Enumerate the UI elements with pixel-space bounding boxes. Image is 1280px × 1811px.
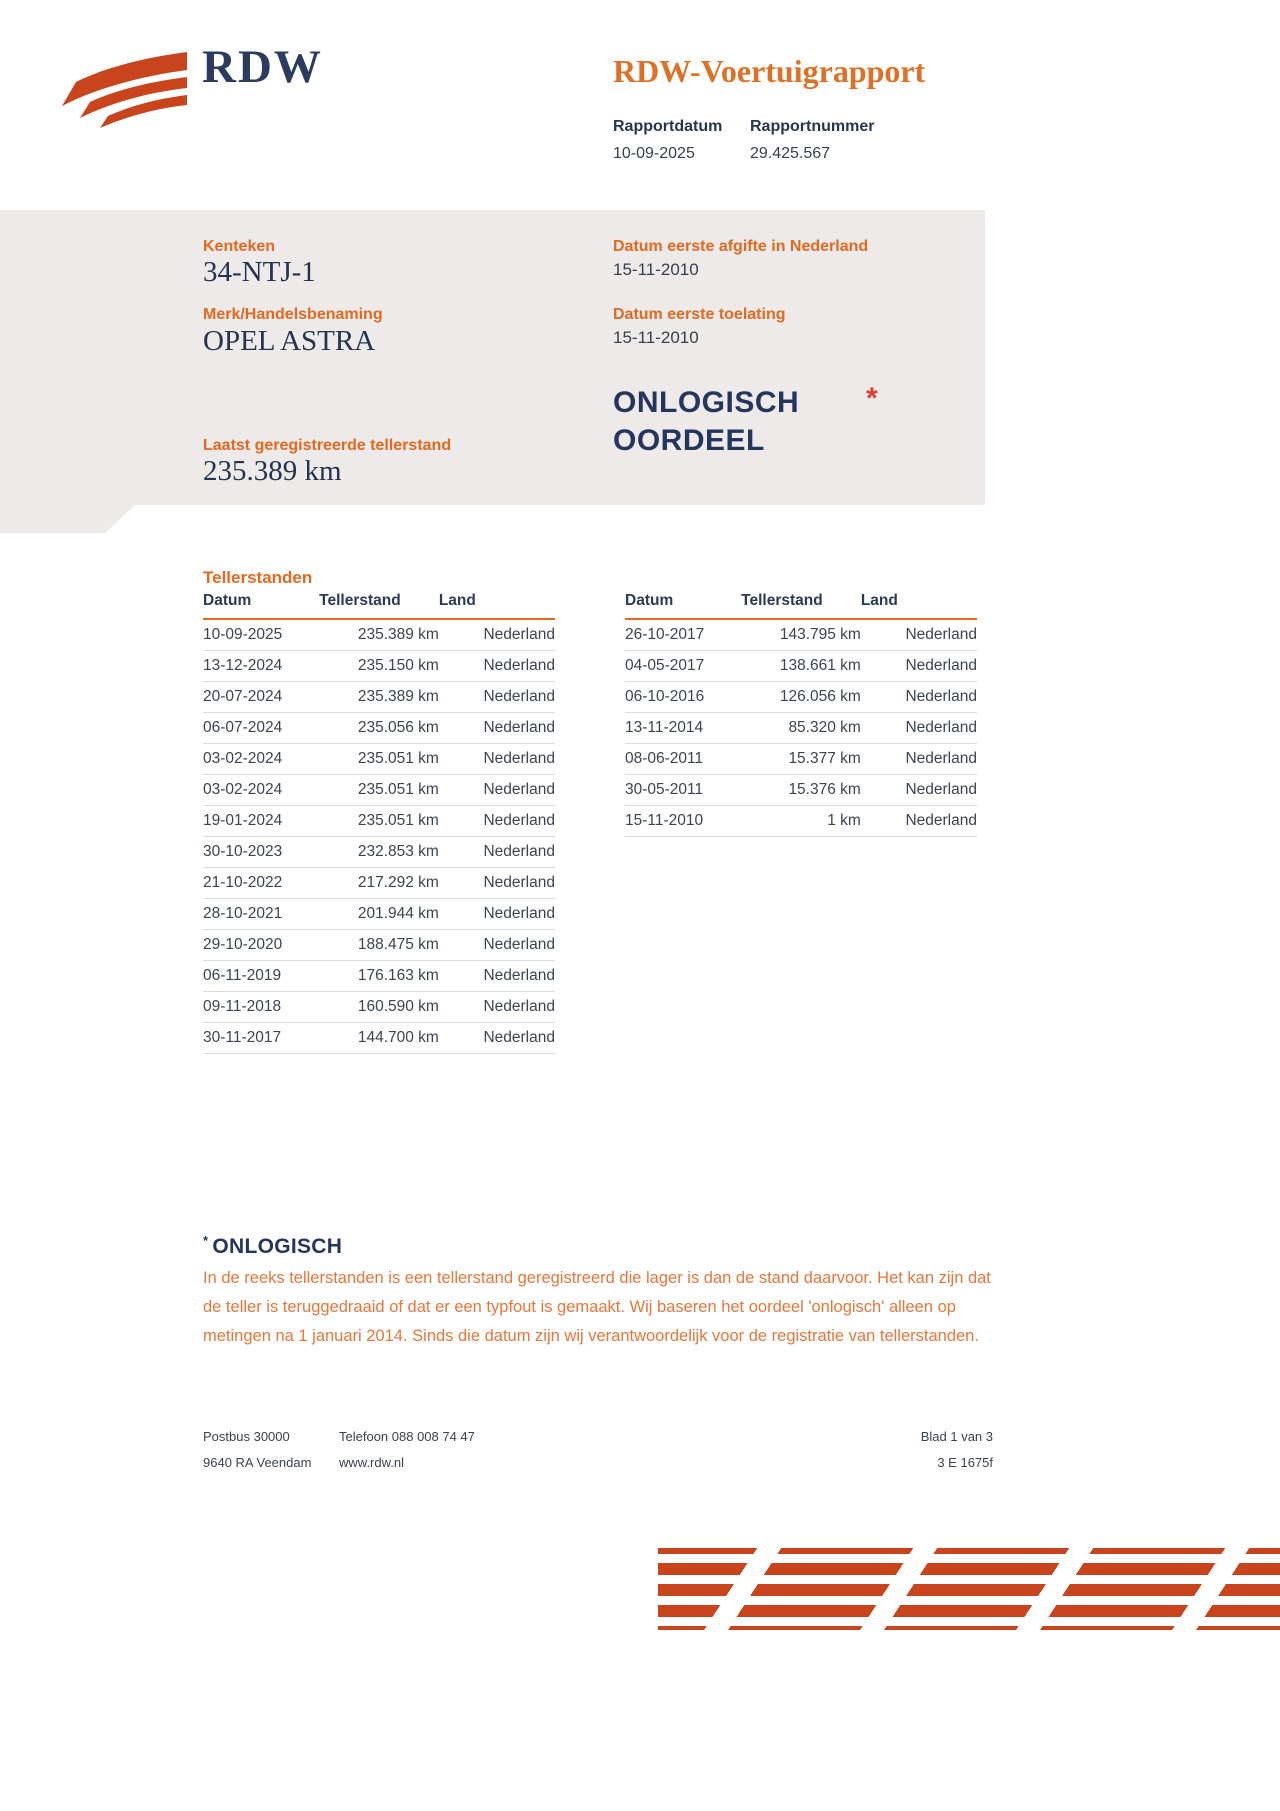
cell-datum: 29-10-2020	[203, 930, 319, 961]
rdw-logo-text: RDW	[202, 41, 323, 93]
rdw-logo-flag-icon	[56, 50, 188, 130]
oordeel-line1: ONLOGISCH	[613, 386, 800, 419]
column-header-tellerstand: Tellerstand	[741, 592, 861, 619]
cell-tellerstand: 176.163 km	[319, 961, 439, 992]
cell-datum: 26-10-2017	[625, 619, 741, 651]
cell-tellerstand: 144.700 km	[319, 1023, 439, 1054]
cell-land: Nederland	[439, 775, 555, 806]
table-row	[625, 619, 977, 651]
cell-tellerstand: 235.051 km	[319, 775, 439, 806]
cell-land: Nederland	[861, 806, 977, 837]
report-date-value: 10-09-2025	[613, 145, 695, 162]
footnote-title	[203, 1233, 342, 1259]
table-row	[203, 682, 555, 713]
oordeel-asterisk-marker: *	[866, 382, 878, 415]
cell-datum: 28-10-2021	[203, 899, 319, 930]
footer-address-line2: 9640 RA Veendam	[203, 1455, 312, 1470]
cell-tellerstand: 160.590 km	[319, 992, 439, 1023]
table-row	[625, 713, 977, 744]
table-header-row	[625, 592, 977, 619]
cell-datum: 30-05-2011	[625, 775, 741, 806]
footer-phone: Telefoon 088 008 74 47	[339, 1429, 475, 1444]
cell-land: Nederland	[439, 930, 555, 961]
laatste-tellerstand-value: 235.389 km	[203, 455, 342, 487]
cell-tellerstand: 235.051 km	[319, 744, 439, 775]
table-row	[203, 930, 555, 961]
cell-datum: 30-10-2023	[203, 837, 319, 868]
kenteken-value: 34-NTJ-1	[203, 256, 316, 288]
eerste-toelating-label: Datum eerste toelating	[613, 306, 786, 323]
cell-land: Nederland	[861, 713, 977, 744]
column-header-datum: Datum	[625, 592, 741, 619]
cell-datum: 30-11-2017	[203, 1023, 319, 1054]
tellerstanden-table-right	[625, 592, 977, 837]
cell-tellerstand: 15.376 km	[741, 775, 861, 806]
cell-tellerstand: 126.056 km	[741, 682, 861, 713]
table-row	[203, 961, 555, 992]
cell-datum: 06-10-2016	[625, 682, 741, 713]
column-header-land: Land	[861, 592, 977, 619]
cell-tellerstand: 235.150 km	[319, 651, 439, 682]
cell-datum: 21-10-2022	[203, 868, 319, 899]
footer-contact	[339, 1424, 475, 1476]
cell-datum: 09-11-2018	[203, 992, 319, 1023]
report-number-label: Rapportnummer	[750, 118, 875, 135]
table-row	[203, 744, 555, 775]
rdw-logo-stripes	[62, 52, 187, 128]
footer-website: www.rdw.nl	[339, 1455, 405, 1470]
column-header-datum: Datum	[203, 592, 319, 619]
table-row	[203, 868, 555, 899]
eerste-afgifte-value: 15-11-2010	[613, 260, 699, 279]
cell-tellerstand: 188.475 km	[319, 930, 439, 961]
cell-datum: 10-09-2025	[203, 619, 319, 651]
oordeel-line2: OORDEEL	[613, 424, 765, 457]
cell-datum: 04-05-2017	[625, 651, 741, 682]
rdw-stripe-motif-graphic	[658, 1548, 1280, 1630]
cell-land: Nederland	[861, 619, 977, 651]
cell-land: Nederland	[439, 806, 555, 837]
table-row	[625, 744, 977, 775]
report-title: RDW-Voertuigrapport	[613, 53, 926, 89]
cell-datum: 20-07-2024	[203, 682, 319, 713]
cell-tellerstand: 235.389 km	[319, 619, 439, 651]
cell-datum: 15-11-2010	[625, 806, 741, 837]
cell-land: Nederland	[439, 682, 555, 713]
footer-address	[203, 1424, 311, 1476]
cell-datum: 19-01-2024	[203, 806, 319, 837]
table-row	[203, 837, 555, 868]
merk-value: OPEL ASTRA	[203, 325, 376, 357]
cell-datum: 13-12-2024	[203, 651, 319, 682]
footer-form-code: 3 E 1675f	[937, 1455, 993, 1470]
cell-land: Nederland	[439, 899, 555, 930]
laatste-tellerstand-label: Laatst geregistreerde tellerstand	[203, 437, 452, 454]
cell-land: Nederland	[439, 961, 555, 992]
report-date-label: Rapportdatum	[613, 118, 723, 135]
table-row	[203, 651, 555, 682]
column-header-tellerstand: Tellerstand	[319, 592, 439, 619]
report-number-value: 29.425.567	[750, 145, 831, 162]
cell-land: Nederland	[439, 1023, 555, 1054]
cell-land: Nederland	[439, 651, 555, 682]
cell-land: Nederland	[861, 651, 977, 682]
rdw-stripe-motif-stripes	[658, 1548, 1280, 1630]
cell-tellerstand: 235.389 km	[319, 682, 439, 713]
table-row	[203, 713, 555, 744]
table-row	[625, 806, 977, 837]
cell-datum: 08-06-2011	[625, 744, 741, 775]
table-row	[203, 1023, 555, 1054]
cell-land: Nederland	[861, 744, 977, 775]
eerste-toelating-value: 15-11-2010	[613, 328, 699, 347]
cell-tellerstand: 143.795 km	[741, 619, 861, 651]
table-row	[625, 651, 977, 682]
cell-land: Nederland	[861, 775, 977, 806]
cell-datum: 13-11-2014	[625, 713, 741, 744]
cell-tellerstand: 138.661 km	[741, 651, 861, 682]
vehicle-info-panel	[0, 210, 985, 533]
cell-land: Nederland	[439, 868, 555, 899]
table-row	[625, 682, 977, 713]
merk-label: Merk/Handelsbenaming	[203, 306, 383, 323]
kenteken-label: Kenteken	[203, 238, 276, 255]
cell-land: Nederland	[439, 992, 555, 1023]
cell-tellerstand: 15.377 km	[741, 744, 861, 775]
cell-land: Nederland	[439, 837, 555, 868]
cell-land: Nederland	[861, 682, 977, 713]
cell-land: Nederland	[439, 619, 555, 651]
table-row	[203, 899, 555, 930]
tellerstanden-section-title: Tellerstanden	[203, 568, 313, 587]
oordeel-verdict	[613, 384, 799, 460]
cell-tellerstand: 201.944 km	[319, 899, 439, 930]
cell-tellerstand: 1 km	[741, 806, 861, 837]
footer-page-info	[921, 1424, 993, 1476]
cell-tellerstand: 217.292 km	[319, 868, 439, 899]
column-header-land: Land	[439, 592, 555, 619]
tellerstanden-table-left	[203, 592, 555, 1054]
cell-land: Nederland	[439, 744, 555, 775]
cell-datum: 06-11-2019	[203, 961, 319, 992]
table-row	[203, 619, 555, 651]
table-header-row	[203, 592, 555, 619]
cell-land: Nederland	[439, 713, 555, 744]
footer-address-line1: Postbus 30000	[203, 1429, 290, 1444]
footnote-body-text: In de reeks tellerstanden is een tellerstand geregistreerd die lager is dan de stand daarvoor. Het kan zijn dat de teller is teruggedraaid of dat er een typfout is gemaakt. Wij baseren het oordeel 'onlogisch' alleen op metingen na 1 januari 2014. Sinds die datum zijn wij verantwoordelijk voor de registratie van tellerstanden.	[203, 1269, 991, 1345]
cell-datum: 06-07-2024	[203, 713, 319, 744]
table-row	[203, 806, 555, 837]
cell-tellerstand: 85.320 km	[741, 713, 861, 744]
cell-datum: 03-02-2024	[203, 775, 319, 806]
footnote-title-text: ONLOGISCH	[212, 1235, 343, 1258]
table-row	[625, 775, 977, 806]
cell-datum: 03-02-2024	[203, 744, 319, 775]
cell-tellerstand: 232.853 km	[319, 837, 439, 868]
eerste-afgifte-label: Datum eerste afgifte in Nederland	[613, 238, 869, 255]
table-row	[203, 775, 555, 806]
cell-tellerstand: 235.056 km	[319, 713, 439, 744]
table-row	[203, 992, 555, 1023]
footer-page-indicator: Blad 1 van 3	[920, 1429, 993, 1444]
footnote-asterisk-marker: *	[203, 1233, 209, 1248]
cell-tellerstand: 235.051 km	[319, 806, 439, 837]
